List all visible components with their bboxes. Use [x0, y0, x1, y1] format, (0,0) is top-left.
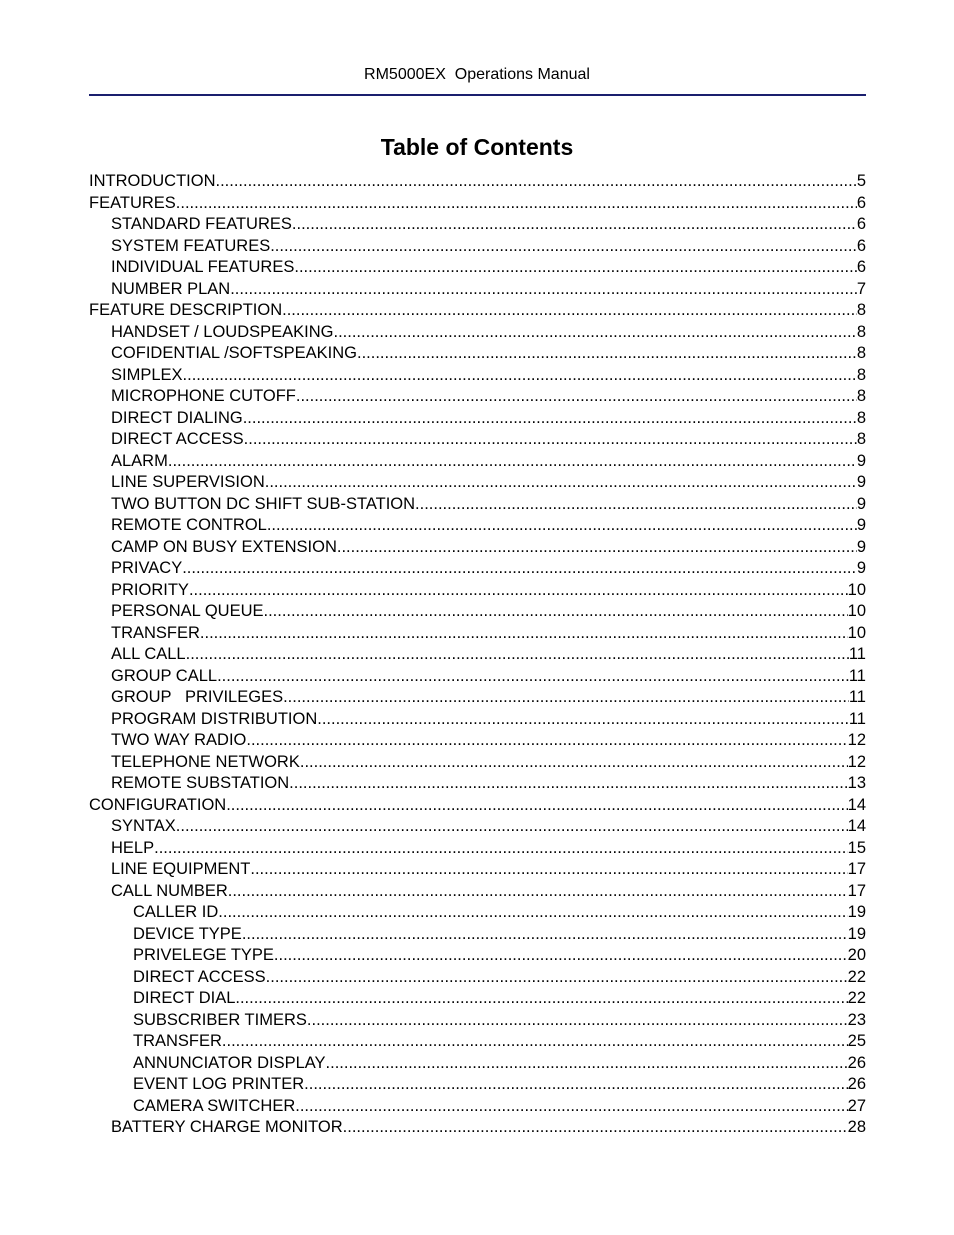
- toc-entry[interactable]: [89, 300, 866, 322]
- toc-entry-page: 20: [847, 946, 866, 964]
- toc-entry[interactable]: [89, 988, 866, 1010]
- toc-leader-dots: [217, 666, 849, 688]
- toc-leader-dots: [235, 988, 847, 1010]
- toc-entry-title: GROUP CALL: [111, 666, 218, 685]
- table-of-contents: [89, 171, 866, 1139]
- toc-leader-dots: [189, 580, 848, 602]
- toc-entry-title: CAMP ON BUSY EXTENSION: [111, 537, 337, 556]
- toc-leader-dots: [230, 279, 857, 301]
- toc-entry-page: 9: [856, 451, 866, 470]
- toc-entry-title: EVENT LOG PRINTER: [133, 1075, 305, 1093]
- toc-leader-dots: [265, 472, 857, 494]
- toc-entry-page: 8: [856, 430, 866, 448]
- toc-leader-dots: [270, 236, 857, 258]
- toc-entry-title: DIRECT DIAL: [133, 989, 236, 1007]
- toc-entry[interactable]: [89, 687, 866, 709]
- toc-entry-title: PROGRAM DISTRIBUTION: [111, 709, 318, 728]
- toc-entry[interactable]: [89, 429, 866, 451]
- toc-entry[interactable]: [89, 795, 866, 817]
- toc-entry-page: 6: [856, 193, 866, 212]
- toc-leader-dots: [274, 945, 848, 967]
- toc-entry-title: CALL NUMBER: [111, 881, 228, 900]
- toc-leader-dots: [415, 494, 857, 516]
- toc-entry[interactable]: [89, 472, 866, 494]
- toc-entry-title: TRANSFER: [133, 1032, 222, 1050]
- toc-entry-page: 10: [847, 580, 866, 599]
- toc-entry[interactable]: [89, 193, 866, 215]
- toc-entry-page: 5: [856, 172, 866, 190]
- toc-leader-dots: [317, 709, 849, 731]
- toc-entry-title: HELP: [111, 838, 155, 857]
- toc-entry-title: INTRODUCTION: [89, 172, 216, 190]
- toc-entry-title: CALLER ID: [133, 903, 219, 921]
- toc-entry[interactable]: [89, 623, 866, 645]
- toc-entry-page: 8: [856, 344, 866, 362]
- toc-entry-page: 8: [856, 387, 866, 405]
- toc-entry[interactable]: [89, 816, 866, 838]
- toc-entry-title: ANNUNCIATOR DISPLAY: [133, 1053, 326, 1072]
- toc-leader-dots: [264, 601, 848, 623]
- page-title: Table of Contents: [380, 134, 574, 160]
- toc-entry-page: 11: [848, 688, 866, 706]
- toc-leader-dots: [222, 1031, 848, 1053]
- toc-entry-page: 22: [847, 967, 866, 986]
- toc-entry-page: 8: [856, 408, 866, 427]
- toc-leader-dots: [183, 365, 857, 387]
- toc-entry-page: 7: [856, 279, 866, 298]
- toc-leader-dots: [307, 1010, 848, 1032]
- toc-entry-title: LINE EQUIPMENT: [111, 860, 251, 878]
- toc-entry-page: 9: [856, 559, 866, 577]
- toc-entry[interactable]: [89, 171, 866, 193]
- toc-entry-title: REMOTE CONTROL: [111, 516, 267, 534]
- toc-entry-page: 19: [847, 924, 866, 943]
- toc-entry-page: 14: [847, 795, 866, 814]
- toc-entry-page: 17: [847, 881, 866, 900]
- toc-entry-page: 6: [856, 258, 866, 276]
- toc-entry-title: ALARM: [111, 451, 168, 470]
- toc-entry[interactable]: [89, 1117, 866, 1139]
- toc-entry[interactable]: [89, 1031, 866, 1053]
- toc-entry-page: 15: [847, 838, 866, 857]
- header-divider: [89, 94, 866, 96]
- toc-entry[interactable]: [89, 343, 866, 365]
- toc-entry[interactable]: [89, 666, 866, 688]
- toc-entry[interactable]: [89, 451, 866, 473]
- toc-entry-title: BATTERY CHARGE MONITOR: [111, 1118, 343, 1136]
- toc-entry-title: COFIDENTIAL /SOFTSPEAKING: [111, 344, 358, 362]
- toc-entry-title: ALL CALL: [111, 645, 186, 663]
- toc-entry-title: PRIVELEGE TYPE: [133, 946, 274, 964]
- toc-entry-page: 12: [847, 752, 866, 771]
- toc-leader-dots: [283, 687, 849, 709]
- toc-entry-page: 6: [856, 215, 866, 233]
- toc-entry-page: 11: [848, 666, 866, 685]
- toc-entry[interactable]: [89, 1096, 866, 1118]
- toc-entry-title: PERSONAL QUEUE: [111, 602, 264, 620]
- toc-entry-page: 8: [856, 301, 866, 319]
- toc-entry[interactable]: [89, 580, 866, 602]
- toc-entry-title: PRIORITY: [111, 580, 189, 599]
- toc-entry[interactable]: [89, 515, 866, 537]
- toc-leader-dots: [242, 924, 848, 946]
- toc-entry-title: MICROPHONE CUTOFF: [111, 387, 296, 405]
- toc-entry-page: 25: [847, 1032, 866, 1050]
- toc-leader-dots: [200, 623, 848, 645]
- toc-entry-page: 8: [856, 365, 866, 384]
- toc-leader-dots: [168, 451, 857, 473]
- toc-entry-title: DEVICE TYPE: [133, 924, 242, 943]
- toc-leader-dots: [357, 343, 857, 365]
- toc-leader-dots: [244, 429, 857, 451]
- toc-leader-dots: [216, 171, 857, 193]
- toc-leader-dots: [296, 386, 857, 408]
- toc-entry-title: TWO WAY RADIO: [111, 731, 247, 749]
- toc-leader-dots: [176, 193, 857, 215]
- toc-entry[interactable]: [89, 752, 866, 774]
- toc-entry-title: TELEPHONE NETWORK: [111, 752, 300, 771]
- toc-entry-page: 14: [847, 817, 866, 835]
- toc-entry-page: 9: [856, 473, 866, 491]
- toc-entry-title: STANDARD FEATURES: [111, 215, 292, 233]
- toc-leader-dots: [304, 1074, 847, 1096]
- toc-entry[interactable]: [89, 773, 866, 795]
- toc-entry-title: REMOTE SUBSTATION: [111, 774, 290, 792]
- toc-leader-dots: [343, 1117, 848, 1139]
- page-header: RM5000EX Operations Manual: [364, 66, 590, 83]
- toc-entry-page: 11: [848, 709, 866, 728]
- toc-entry-title: CAMERA SWITCHER: [133, 1096, 296, 1115]
- toc-leader-dots: [300, 752, 848, 774]
- toc-entry-page: 27: [847, 1096, 866, 1115]
- toc-entry[interactable]: [89, 537, 866, 559]
- toc-entry[interactable]: [89, 838, 866, 860]
- toc-entry-page: 8: [856, 322, 866, 341]
- toc-leader-dots: [267, 515, 857, 537]
- toc-entry-title: INDIVIDUAL FEATURES: [111, 258, 295, 276]
- toc-entry-page: 10: [847, 602, 866, 620]
- toc-entry-page: 13: [847, 774, 866, 792]
- toc-entry[interactable]: [89, 386, 866, 408]
- toc-entry-title: TRANSFER: [111, 623, 200, 642]
- toc-entry-title: SYNTAX: [111, 817, 176, 835]
- toc-entry[interactable]: [89, 709, 866, 731]
- toc-entry-page: 22: [847, 989, 866, 1007]
- toc-leader-dots: [176, 816, 848, 838]
- toc-entry-title: PRIVACY: [111, 559, 183, 577]
- toc-entry-page: 6: [856, 236, 866, 255]
- toc-entry[interactable]: [89, 1053, 866, 1075]
- toc-entry[interactable]: [89, 945, 866, 967]
- toc-leader-dots: [282, 300, 857, 322]
- toc-entry-title: DIRECT ACCESS: [133, 967, 266, 986]
- toc-entry-title: LINE SUPERVISION: [111, 473, 265, 491]
- toc-entry-title: FEATURE DESCRIPTION: [89, 301, 283, 319]
- toc-entry[interactable]: [89, 558, 866, 580]
- toc-leader-dots: [326, 1053, 848, 1075]
- toc-entry[interactable]: [89, 365, 866, 387]
- toc-entry[interactable]: [89, 279, 866, 301]
- toc-entry[interactable]: [89, 924, 866, 946]
- toc-entry-page: 12: [847, 731, 866, 749]
- toc-leader-dots: [266, 967, 848, 989]
- toc-entry[interactable]: [89, 644, 866, 666]
- toc-entry-page: 28: [847, 1118, 866, 1136]
- toc-entry-page: 9: [856, 494, 866, 513]
- toc-leader-dots: [295, 1096, 847, 1118]
- toc-entry[interactable]: [89, 494, 866, 516]
- toc-leader-dots: [243, 408, 857, 430]
- toc-leader-dots: [228, 881, 848, 903]
- toc-entry-page: 23: [847, 1010, 866, 1029]
- toc-entry-page: 26: [847, 1053, 866, 1072]
- toc-entry-title: HANDSET / LOUDSPEAKING: [111, 322, 334, 341]
- toc-leader-dots: [154, 838, 848, 860]
- toc-entry[interactable]: [89, 214, 866, 236]
- toc-leader-dots: [292, 214, 857, 236]
- toc-entry-title: NUMBER PLAN: [111, 279, 231, 298]
- toc-entry-page: 17: [847, 860, 866, 878]
- toc-entry[interactable]: [89, 730, 866, 752]
- toc-entry[interactable]: [89, 1010, 866, 1032]
- toc-entry[interactable]: [89, 601, 866, 623]
- toc-leader-dots: [294, 257, 856, 279]
- toc-entry[interactable]: [89, 881, 866, 903]
- toc-leader-dots: [334, 322, 857, 344]
- toc-entry-title: SIMPLEX: [111, 365, 183, 384]
- toc-entry-title: CONFIGURATION: [89, 795, 227, 814]
- toc-entry-title: FEATURES: [89, 193, 176, 212]
- toc-entry-title: SUBSCRIBER TIMERS: [133, 1010, 307, 1029]
- toc-entry-page: 19: [847, 903, 866, 921]
- toc-leader-dots: [337, 537, 857, 559]
- toc-entry[interactable]: [89, 859, 866, 881]
- toc-leader-dots: [250, 859, 847, 881]
- toc-entry-page: 10: [847, 623, 866, 642]
- toc-entry[interactable]: [89, 408, 866, 430]
- toc-leader-dots: [246, 730, 847, 752]
- toc-entry-title: SYSTEM FEATURES: [111, 236, 271, 255]
- toc-entry-page: 11: [848, 645, 866, 663]
- toc-leader-dots: [182, 558, 857, 580]
- toc-leader-dots: [218, 902, 847, 924]
- toc-entry-title: DIRECT ACCESS: [111, 430, 244, 448]
- toc-entry[interactable]: [89, 322, 866, 344]
- toc-entry[interactable]: [89, 257, 866, 279]
- toc-entry[interactable]: [89, 1074, 866, 1096]
- toc-entry-page: 9: [856, 516, 866, 534]
- toc-entry[interactable]: [89, 902, 866, 924]
- toc-entry-title: TWO BUTTON DC SHIFT SUB-STATION: [111, 494, 416, 513]
- toc-leader-dots: [186, 644, 849, 666]
- toc-entry-title: DIRECT DIALING: [111, 408, 243, 427]
- toc-entry[interactable]: [89, 236, 866, 258]
- toc-entry-page: 9: [856, 537, 866, 556]
- toc-leader-dots: [289, 773, 847, 795]
- toc-entry[interactable]: [89, 967, 866, 989]
- toc-entry-title: GROUP PRIVILEGES: [111, 688, 284, 706]
- toc-leader-dots: [226, 795, 847, 817]
- toc-entry-page: 26: [847, 1075, 866, 1093]
